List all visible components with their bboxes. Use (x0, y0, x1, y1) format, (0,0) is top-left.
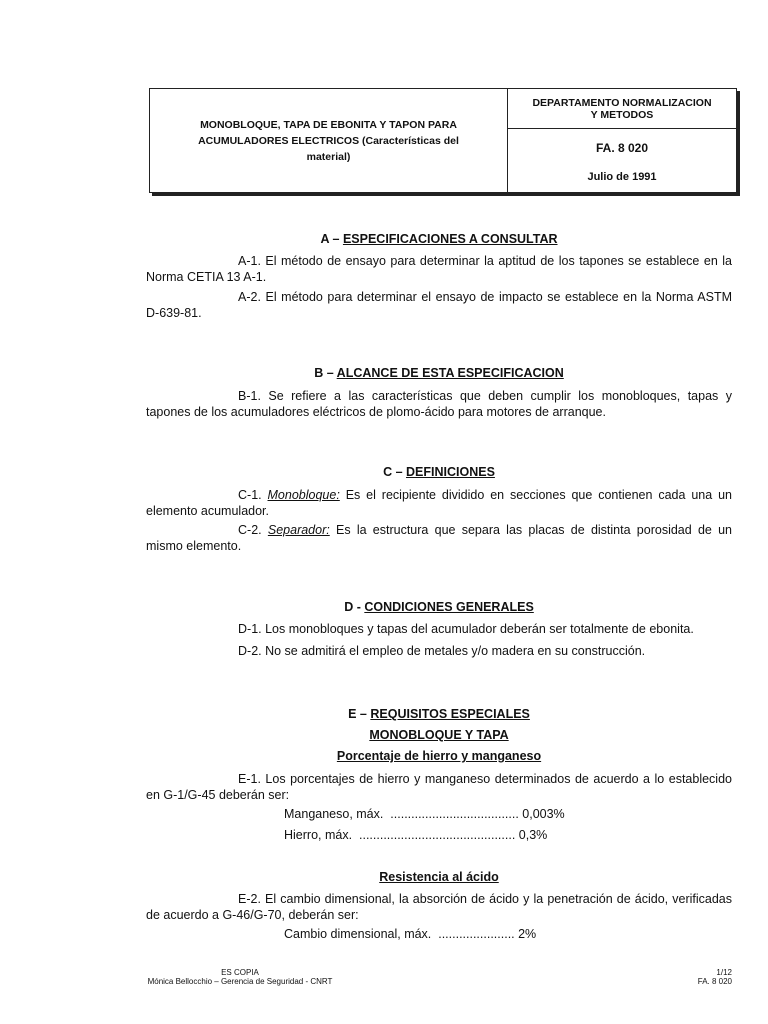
requirement-iron: Hierro, máx. ............................................. 0,3% (284, 828, 548, 842)
section-e-heading (146, 707, 732, 721)
paragraph-e2: E-2. El cambio dimensional, la absorción de ácido y la penetración de ácido, verificadas de acuerdo a G-46/G-70, deberán ser: (146, 892, 732, 922)
paragraph-b1: B-1. Se refiere a las características que deben cumplir los monobloques, tapas y tapones de los acumuladores eléctricos de plomo-ácido para motores de arranque. (146, 389, 732, 419)
subsection-acid-resistance: Resistencia al ácido (379, 870, 499, 884)
section-d-heading (146, 600, 732, 614)
paragraph-e1: E-1. Los porcentajes de hierro y manganeso determinados de acuerdo a lo establecido en G-1/G-45 deberán ser: (146, 772, 732, 802)
footer-person: Mónica Bellocchio – Gerencia de Seguridad - CNRT (147, 977, 333, 986)
requirement-manganese: Manganeso, máx. ..................................... 0,003% (284, 807, 565, 821)
document-date: Julio de 1991 (587, 171, 657, 183)
section-c-prefix: C – (383, 465, 407, 479)
paragraph-c2: C-2. Separador: Es la estructura que separa las placas de distinta porosidad de un mismo elemento. (146, 523, 732, 553)
section-e-prefix: E – (348, 707, 371, 721)
document-title: MONOBLOQUE, TAPA DE EBONITA Y TAPON PARA ACUMULADORES ELECTRICOS (Características del material) (198, 118, 459, 163)
section-a-title: ESPECIFICACIONES A CONSULTAR (342, 232, 558, 246)
section-c-title: DEFINICIONES (406, 465, 495, 479)
section-b-heading (146, 366, 732, 380)
footer-page-number: 1/12 (716, 968, 732, 977)
subsection-iron-manganese: Porcentaje de hierro y manganeso (336, 749, 542, 763)
document-header (149, 88, 737, 193)
footer-code: FA. 8 020 (697, 977, 732, 986)
paragraph-d1: D-1. Los monobloques y tapas del acumulador deberán ser totalmente de ebonita. (238, 622, 694, 636)
footer-right (640, 968, 732, 986)
section-b-title: ALCANCE DE ESTA ESPECIFICACION (336, 366, 564, 380)
section-e-title: REQUISITOS ESPECIALES (370, 707, 530, 721)
term-monobloque: Monobloque: (267, 488, 340, 502)
term-separador: Separador: (267, 523, 330, 537)
document-code: FA. 8 020 (595, 141, 649, 155)
requirement-dimensional-change: Cambio dimensional, máx. ...................... 2% (284, 927, 537, 941)
department-line-1: DEPARTAMENTO NORMALIZACION (532, 97, 712, 109)
section-d-prefix: D - (344, 600, 365, 614)
section-d-title: CONDICIONES GENERALES (364, 600, 534, 614)
header-divider (508, 128, 736, 129)
paragraph-a2: A-2. El método para determinar el ensayo de impacto se establece en la Norma ASTM D-639-81. (146, 290, 732, 320)
footer-left (120, 968, 360, 986)
footer-copy-label: ES COPIA (221, 968, 259, 977)
paragraph-c1: C-1. Monobloque: Es el recipiente dividido en secciones que contienen cada una un elemento acumulador. (146, 488, 732, 518)
header-info-cell (508, 89, 736, 192)
section-a-heading (146, 232, 732, 246)
header-title-cell (150, 89, 508, 192)
section-e-subheading: MONOBLOQUE Y TAPA (369, 728, 509, 742)
section-a-prefix: A – (320, 232, 343, 246)
department-line-2: Y METODOS (590, 109, 654, 121)
department (508, 97, 736, 121)
section-b-prefix: B – (314, 366, 337, 380)
section-c-heading (146, 465, 732, 479)
paragraph-d2: D-2. No se admitirá el empleo de metales y/o madera en su construcción. (238, 644, 646, 658)
paragraph-a1: A-1. El método de ensayo para determinar la aptitud de los tapones se establece en la Norma CETIA 13 A-1. (146, 254, 732, 284)
